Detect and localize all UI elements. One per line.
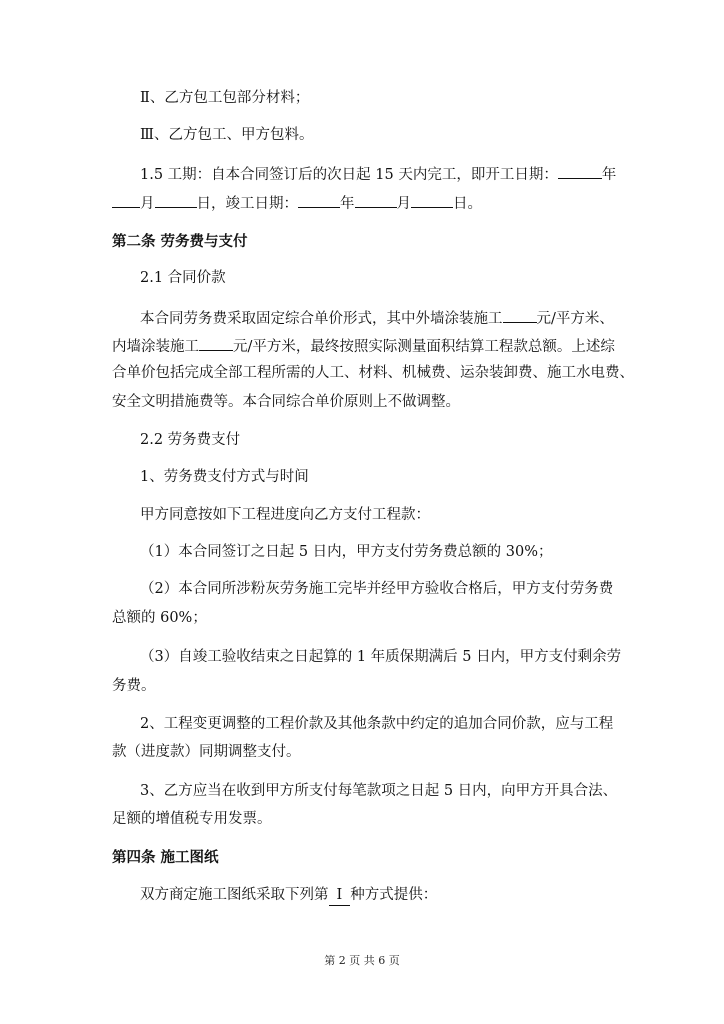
list-item-continued: 务费。	[112, 678, 156, 694]
paragraph-line: 安全文明措施费等。本合同综合单价原则上不做调整。	[112, 394, 460, 410]
item-paragraph: 3、乙方应当在收到甲方所支付每笔款项之日起 5 日内，向甲方开具合法、	[140, 783, 618, 799]
schedule-text: 1.5 工期：自本合同签订后的次日起 15 天内完工，即开工日期：	[140, 167, 558, 183]
paragraph-line	[112, 334, 615, 357]
paragraph-text: 内墙涂装施工	[112, 339, 199, 355]
blank-field	[411, 191, 453, 208]
blank-field	[112, 191, 140, 208]
blank-field	[503, 306, 537, 323]
paragraph-text: 种方式提供：	[350, 887, 438, 903]
section-heading: 第四条 施工图纸	[112, 849, 219, 866]
paragraph-text: 本合同劳务费采取固定综合单价形式，其中外墙涂装施工	[140, 311, 503, 327]
item-heading: 1、劳务费支付方式与时间	[140, 469, 309, 485]
schedule-line	[112, 191, 612, 214]
paragraph-text: 元/平方米，最终按照实际测量面积结算工程款总额。上述综	[233, 339, 615, 355]
list-item: （2）本合同所涉粉灰劳务施工完毕并经甲方验收合格后，甲方支付劳务费	[140, 581, 614, 597]
blank-field	[155, 191, 197, 208]
list-item: （3）自竣工验收结束之日起算的 1 年质保期满后 5 日内，甲方支付剩余劳	[140, 649, 622, 665]
section-heading: 第二条 劳务费与支付	[112, 233, 248, 250]
schedule-text: 月	[396, 196, 411, 212]
page-footer: 第 2 页 共 6 页	[324, 954, 400, 967]
schedule-text: 年	[601, 167, 617, 183]
blank-field	[199, 334, 233, 351]
subsection-heading: 2.1 合同价款	[140, 270, 226, 286]
paragraph-text: 双方商定施工图纸采取下列第	[140, 887, 329, 903]
schedule-text: 年	[340, 196, 355, 212]
paragraph-line: 甲方同意按如下工程进度向乙方支付工程款：	[140, 507, 430, 523]
clause-line	[140, 125, 612, 145]
schedule-text: 日。	[453, 196, 482, 212]
item-paragraph-continued: 款（进度款）同期调整支付。	[112, 744, 301, 760]
clause-text: Ⅱ、乙方包工包部分材料；	[140, 90, 310, 106]
paragraph-line	[140, 885, 612, 906]
clause-line	[140, 88, 612, 108]
list-item-continued: 总额的 60%；	[112, 610, 207, 626]
list-item: （1）本合同签订之日起 5 日内，甲方支付劳务费总额的 30%；	[140, 544, 553, 560]
filled-choice: Ⅰ	[329, 885, 351, 906]
item-paragraph: 2、工程变更调整的工程价款及其他条款中约定的追加合同价款，应与工程	[140, 716, 614, 732]
item-paragraph-continued: 足额的增值税专用发票。	[112, 811, 272, 827]
paragraph-text: 元/平方米、	[536, 311, 614, 327]
paragraph-line: 合单价包括完成全部工程所需的人工、材料、机械费、运杂装卸费、施工水电费、	[112, 365, 634, 381]
blank-field	[298, 191, 340, 208]
subsection-heading: 2.2 劳务费支付	[140, 432, 241, 448]
clause-text: Ⅲ、乙方包工、甲方包料。	[140, 127, 314, 143]
blank-field	[355, 191, 397, 208]
schedule-text: 日，竣工日期：	[196, 196, 298, 212]
paragraph-line	[140, 306, 612, 329]
schedule-text: 月	[140, 196, 155, 212]
blank-field	[558, 162, 602, 179]
schedule-line	[140, 162, 617, 185]
